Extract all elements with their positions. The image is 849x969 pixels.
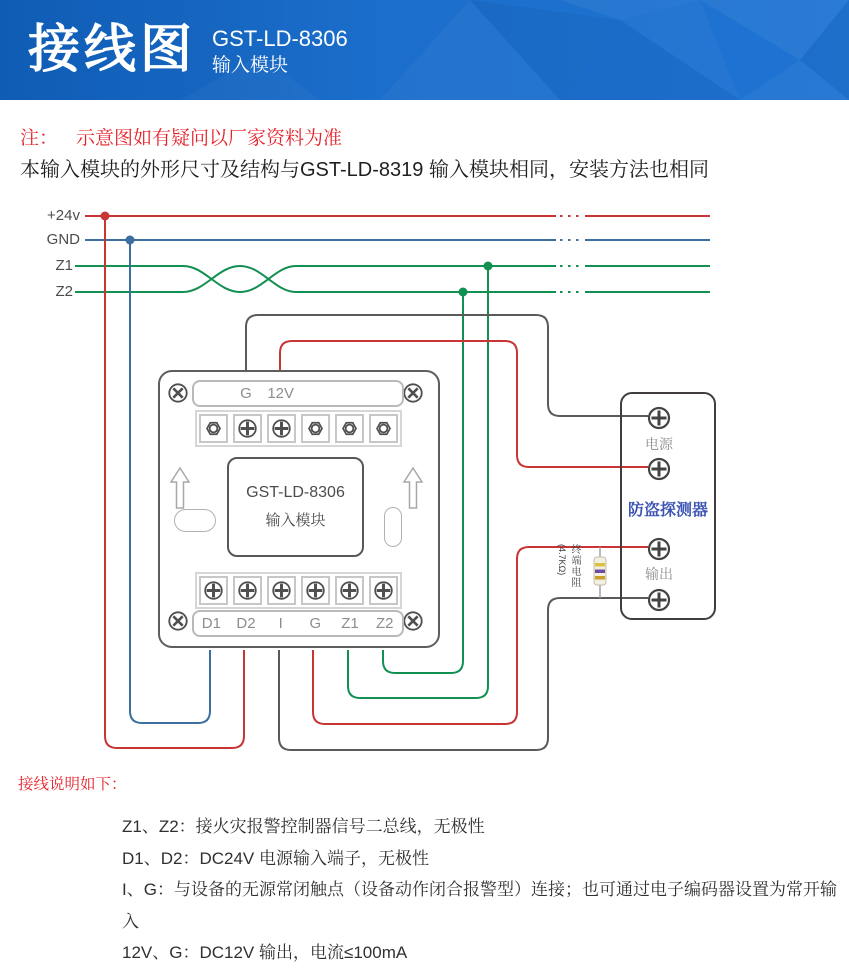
legend-item-ig: I、G：与设备的无源常闭触点（设备动作闭合报警型）连接；也可通过电子编码器设置为常开输入 (122, 880, 837, 931)
legend-block (0, 772, 849, 969)
phillips-screw-icon (271, 580, 292, 601)
corner-screw-icon (167, 382, 189, 404)
up-arrow-icon (170, 467, 190, 509)
terminal-screw (233, 576, 262, 605)
phillips-screw-icon (373, 580, 394, 601)
mounting-slot (384, 507, 402, 547)
module-top-label-g: G (240, 385, 252, 402)
burglar-detector-box (620, 392, 716, 620)
terminal-screw (335, 576, 364, 605)
junction-z2 (459, 288, 468, 297)
module-name: GST-LD-8306 (246, 484, 345, 501)
note-description: 本输入模块的外形尺寸及结构与GST-LD-8319 输入模块相同，安装方法也相同 (20, 159, 709, 181)
cross-screw-icon (647, 537, 671, 561)
terminal-screw (199, 414, 228, 443)
detector-power-label: 电源 (645, 436, 673, 452)
module-top-label-12v: 12V (267, 385, 295, 402)
legend-item-z: Z1、Z2：接火灾报警控制器信号二总线，无极性 (122, 817, 485, 836)
wire-z1-bus (75, 266, 556, 292)
module-type: 输入模块 (265, 512, 326, 529)
terminal-screw (267, 576, 296, 605)
terminal-screw (369, 576, 398, 605)
bus-label-z2: Z2 (55, 283, 73, 300)
junction-z1 (484, 262, 493, 271)
input-module-box (158, 370, 440, 648)
module-bottom-label-i: I (278, 615, 283, 632)
bus-label-z1: Z1 (55, 257, 73, 274)
wire-z2-bus (75, 266, 556, 292)
detector-title: 防盗探测器 (627, 502, 708, 519)
hex-screw-icon (373, 418, 394, 439)
phillips-screw-icon (305, 580, 326, 601)
note-label: 注： (20, 128, 59, 149)
legend-item-d: D1、D2：DC24V 电源输入端子，无极性 (122, 848, 429, 868)
bus-label-24v: +24v (47, 207, 80, 224)
terminal-screw (233, 414, 262, 443)
phillips-screw-icon (203, 580, 224, 601)
note-warning (20, 123, 342, 150)
cross-screw-icon (647, 588, 671, 612)
module-bottom-label-g: G (309, 615, 322, 632)
terminal-screw (267, 414, 296, 443)
phillips-screw-icon (237, 418, 258, 439)
resistor-value: (4.7KΩ) (557, 544, 567, 576)
module-bottom-label-z1: Z1 (341, 615, 359, 632)
corner-screw-icon (402, 610, 424, 632)
phillips-screw-icon (237, 580, 258, 601)
cross-screw-icon (647, 406, 671, 430)
terminal-screw (199, 576, 228, 605)
corner-screw-icon (167, 610, 189, 632)
legend-title: 接线说明如下： (18, 776, 127, 793)
hex-screw-icon (203, 418, 224, 439)
hex-screw-icon (305, 418, 326, 439)
module-top-label-strip (192, 380, 404, 407)
terminal-screw (301, 576, 330, 605)
module-bottom-terminal-row (195, 572, 402, 609)
hex-screw-icon (339, 418, 360, 439)
resistor-name: 终端电阻 (569, 544, 580, 588)
legend-item-12v: 12V、G：DC12V 输出，电流≤100mA (122, 943, 408, 963)
note-warning-text: 示意图如有疑问以厂家资料为准 (76, 128, 343, 149)
module-bottom-label-d2: D2 (236, 615, 256, 632)
junction-24v (101, 212, 110, 221)
up-arrow-icon (403, 467, 423, 509)
terminal-screw (369, 414, 398, 443)
terminal-screw (335, 414, 364, 443)
model-subtitle: 输入模块 (212, 55, 289, 76)
module-bottom-label-strip (192, 610, 404, 637)
page-header (0, 0, 849, 100)
module-top-terminal-row (195, 410, 402, 447)
bus-label-gnd: GND (46, 231, 80, 248)
phillips-screw-icon (339, 580, 360, 601)
junction-gnd (126, 236, 135, 245)
module-bottom-label-d1: D1 (201, 615, 221, 632)
phillips-screw-icon (271, 418, 292, 439)
detector-output-label: 输出 (645, 566, 673, 582)
model-number: GST-LD-8306 (212, 26, 348, 51)
terminal-screw (301, 414, 330, 443)
mounting-slot (174, 509, 216, 532)
page-title: 接线图 (28, 21, 197, 79)
module-bottom-label-z2: Z2 (375, 615, 394, 632)
resistor-icon (594, 557, 606, 585)
module-nameplate (227, 457, 364, 557)
corner-screw-icon (402, 382, 424, 404)
cross-screw-icon (647, 457, 671, 481)
header-subtitle-block (212, 26, 348, 80)
resistor-label (556, 544, 580, 614)
